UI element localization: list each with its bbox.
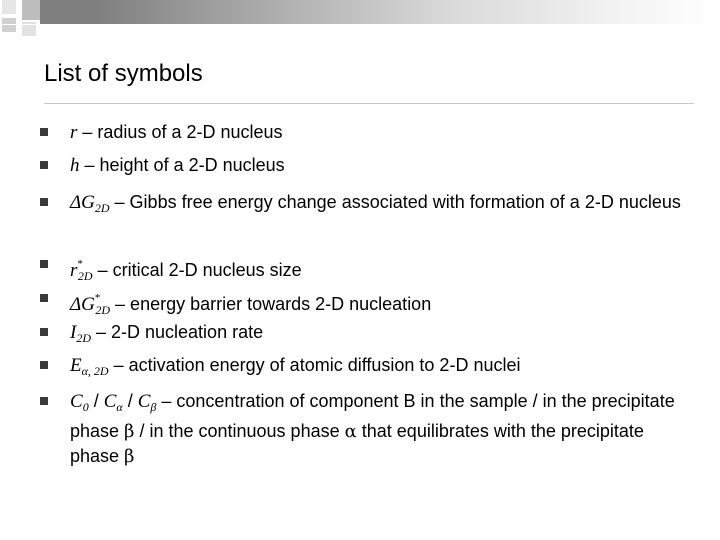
description: – height of a 2-D nucleus: [79, 155, 285, 175]
symbol: C: [103, 391, 117, 412]
description: – radius of a 2-D nucleus: [77, 122, 283, 142]
symbol: C: [70, 391, 83, 412]
greek-symbol: α: [344, 421, 357, 442]
symbol-subscript: α, 2D: [81, 364, 109, 378]
symbol-subscript: 2D: [76, 331, 91, 345]
symbol-superscript: *: [94, 292, 101, 304]
symbol-subscript: α: [116, 400, 123, 414]
symbol-subscript: β: [150, 400, 157, 414]
description: – Gibbs free energy change associated with formation of a 2-D nucleus: [109, 192, 681, 212]
symbol-subscript: 0: [82, 400, 89, 414]
symbol-subscript: 2D: [95, 303, 111, 317]
item-text: [70, 120, 690, 145]
description: / in the continuous phase: [134, 421, 345, 441]
bullet-icon: [40, 260, 48, 268]
symbol: ΔG: [70, 192, 95, 213]
description: – concentration of component B in the sample / in the precipitate phase: [70, 391, 675, 441]
bullet-icon: [40, 198, 48, 206]
item-text: [70, 190, 690, 220]
symbol: h: [70, 155, 80, 176]
description: – critical 2-D nucleus size: [92, 260, 302, 280]
symbol: r: [70, 122, 78, 143]
symbol: E: [70, 355, 82, 376]
bullet-icon: [40, 361, 48, 369]
symbol: C: [137, 391, 151, 412]
greek-symbol: β: [124, 446, 135, 467]
bullet-icon: [40, 397, 48, 405]
item-text: [70, 252, 690, 288]
slide-title: List of symbols: [44, 60, 203, 87]
bullet-icon: [40, 161, 48, 169]
bullet-icon: [40, 328, 48, 336]
item-text: [70, 320, 690, 350]
description: – activation energy of atomic diffusion to 2-D nuclei: [108, 355, 521, 375]
item-text: [70, 389, 690, 469]
item-text: [70, 353, 690, 383]
symbol: ΔG: [70, 294, 95, 315]
symbol-superscript: *: [77, 258, 83, 270]
description: – energy barrier towards 2-D nucleation: [110, 294, 432, 314]
description: that equilibrates with the precipitate phase: [70, 421, 644, 466]
bullet-icon: [40, 128, 48, 136]
item-text: [70, 153, 690, 178]
greek-symbol: β: [124, 421, 135, 442]
separator: /: [88, 391, 104, 411]
item-text: [70, 286, 690, 322]
symbol-subscript: 2D: [94, 201, 110, 215]
description: – 2-D nucleation rate: [91, 322, 264, 342]
symbol: I: [70, 322, 77, 343]
symbol: r: [70, 260, 78, 281]
bullet-icon: [40, 294, 48, 302]
separator: /: [122, 391, 138, 411]
symbol-subscript: 2D: [77, 269, 93, 283]
